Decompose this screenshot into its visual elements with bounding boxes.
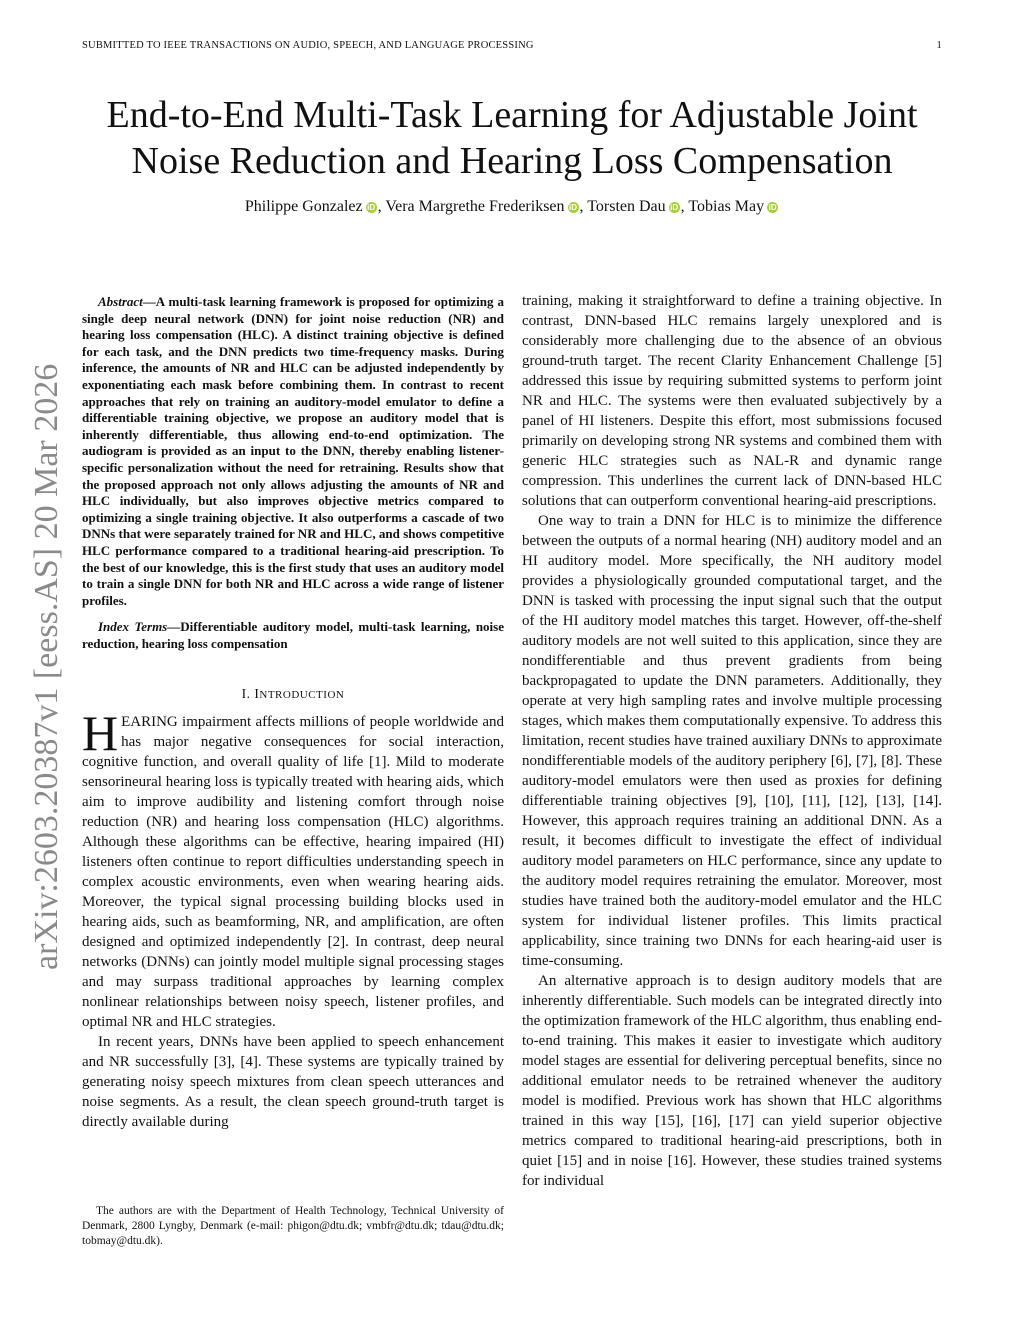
- author-separator: ,: [377, 198, 386, 215]
- paper-title: [40, 92, 984, 184]
- running-head-text: SUBMITTED TO IEEE TRANSACTIONS ON AUDIO, SPEECH, AND LANGUAGE PROCESSING: [82, 40, 534, 51]
- author-name: Tobias May: [688, 198, 765, 215]
- page-number: 1: [936, 40, 942, 51]
- author-name: Torsten Dau: [587, 198, 666, 215]
- orcid-icon[interactable]: iD: [367, 203, 376, 212]
- section-heading-introduction: [82, 686, 504, 702]
- intro-lead-word: EARING: [121, 714, 178, 731]
- author-separator: ,: [680, 198, 689, 215]
- intro-p1-text: impairment affects millions of people worldwide and has major negative consequences for social interaction, cognitive function, and overall quality of life [1]. Mild to moderate sensorineural hearing loss is typically treated with hearing aids, which aim to improve audibility and listening comfort through noise reduction (NR) and hearing loss compensation (HLC) algorithms. Although these algorithms can be effective, hearing impaired (HI) listeners often continue to report difficulties understanding speech in complex acoustic environments, even when wearing hearing aids. Moreover, the typical signal processing building blocks used in hearing aids, such as beamforming, NR, and amplification, are often designed and optimized independently [2]. In contrast, deep neural networks (DNNs) can jointly model multiple signal processing stages and may surpass traditional approaches by learning complex nonlinear relationships between noisy speech, listener profiles, and optimal NR and HLC strategies.: [82, 714, 504, 1031]
- intro-paragraph-2-continued: training, making it straightforward to define a training objective. In contrast, DNN-based HLC remains largely unexplored and is considerably more challenging due to the absence of an obvious ground-truth target. The recent Clarity Enhancement Challenge [5] addressed this issue by requiring submitted systems to perform joint NR and HLC. The systems were then evaluated subjectively by a panel of HI listeners. Despite this effort, most submissions focused primarily on developing strong NR systems and combined them with generic HLC strategies such as NAL-R and dynamic range compression. This underlines the current lack of DNN-based HLC solutions that can outperform conventional hearing-aid prescriptions.: [522, 293, 942, 509]
- abstract-dash: —: [142, 294, 156, 309]
- index-terms-text: Differentiable auditory model, multi-task learning, noise reduction, hearing loss compensation: [82, 619, 504, 651]
- running-head: [82, 40, 942, 51]
- intro-paragraph-3: One way to train a DNN for HLC is to minimize the difference between the outputs of a normal hearing (NH) auditory model and an HI auditory model. More specifically, the NH auditory model provides a physiologically grounded computational target, and the DNN is tasked with processing the input signal such that the output of the HI auditory model matches this target. However, off-the-shelf auditory models are not well suited to this application, since they are nondifferentiable and thus prevent gradients from being backpropagated to update the DNN parameters. Additionally, they operate at very high sampling rates and involve multiple processing stages, which makes them computationally expensive. To address this limitation, recent studies have trained auxiliary DNNs to approximate nondifferentiable models of the auditory periphery [6], [7], [8]. These auditory-model emulators were then used as proxies for defining differentiable training objectives [9], [10], [11], [12], [13], [14]. However, this approach requires training an additional DNN. As a result, it becomes difficult to investigate the effect of individual auditory model parameters on HLC performance, since any update to the auditory model requires retraining the emulator. Moreover, most studies have trained both the auditory-model emulator and the HLC system for individual listener profiles. This limits practical applicability, since training two DNNs for each hearing-aid user is time-consuming.: [522, 513, 942, 969]
- section-numeral: I.: [241, 686, 255, 702]
- left-column: [82, 294, 504, 1132]
- orcid-icon[interactable]: iD: [569, 203, 578, 212]
- author-name: Philippe Gonzalez: [244, 198, 363, 215]
- author-list: [40, 198, 984, 216]
- index-terms-label: Index Terms: [98, 619, 168, 635]
- orcid-icon[interactable]: iD: [768, 203, 777, 212]
- index-terms-dash: —: [167, 619, 181, 635]
- orcid-icon[interactable]: iD: [670, 203, 679, 212]
- author-footnote: The authors are with the Department of Health Technology, Technical University of Denmark, 2800 Lyngby, Denmark (e-mail: phigon@dtu.dk; vmbfr@dtu.dk; tdau@dtu.dk; tobmay@dtu.dk).: [82, 1205, 504, 1247]
- title-line-1: End-to-End Multi-Task Learning for Adjustable Joint: [106, 94, 918, 136]
- intro-paragraph-1: [82, 705, 504, 1032]
- author-name: Vera Margrethe Frederiksen: [385, 198, 565, 215]
- intro-paragraph-4: An alternative approach is to design auditory models that are inherently differentiable. Such models can be integrated directly into the optimization framework of the HLC algorithm, thus enabling end-to-end training. This makes it easier to investigate which auditory model stages are essential for delivering perceptual benefits, since no additional emulator needs to be retrained whenever the auditory model is modified. Previous work has shown that HLC algorithms trained in this way [15], [16], [17] can yield superior objective metrics compared to traditional hearing-aid prescriptions, both in quiet [15] and in noise [16]. However, these studies trained systems for individual: [522, 973, 942, 1189]
- section-rest: NTRODUCTION: [259, 689, 345, 702]
- arxiv-stamp: arXiv:2603.20387v1 [eess.AS] 20 Mar 2026: [28, 363, 65, 970]
- intro-paragraph-2: In recent years, DNNs have been applied to speech enhancement and NR successfully [3], [4]. These systems are typically trained by generating noisy speech mixtures from clean speech utterances and noise segments. As a result, the clean speech ground-truth target is directly available during: [82, 1034, 504, 1131]
- right-column: [522, 291, 942, 1191]
- title-line-2: Noise Reduction and Hearing Loss Compensation: [131, 140, 893, 182]
- abstract-text: A multi-task learning framework is proposed for optimizing a single deep neural network (DNN) for joint noise reduction (NR) and hearing loss compensation (HLC). A distinct training objective is defined for each task, and the DNN predicts two time-frequency masks. During inference, the amounts of NR and HLC can be adjusted independently by exponentiating each mask before combining them. In contrast to recent approaches that rely on training an auditory-model emulator to define a differentiable training objective, we propose an auditory model that is inherently differentiable, thus allowing end-to-end optimization. The audiogram is provided as an input to the DNN, thereby enabling listener-specific personalization without the need for retraining. Results show that the proposed approach not only allows adjusting the amounts of NR and HLC individually, but also improves objective metrics compared to optimizing a single training objective. It also outperforms a cascade of two DNNs that were separately trained for NR and HLC, and shows competitive HLC performance compared to a traditional hearing-aid prescription. To the best of our knowledge, this is the first study that uses an auditory model to train a single DNN for both NR and HLC across a wide range of listener profiles.: [82, 294, 504, 608]
- index-terms: [82, 619, 504, 652]
- abstract-label: Abstract: [98, 294, 143, 309]
- drop-cap: H: [82, 705, 119, 762]
- section-first-letter: I: [254, 686, 260, 702]
- abstract: [82, 294, 504, 609]
- author-separator: ,: [579, 198, 588, 215]
